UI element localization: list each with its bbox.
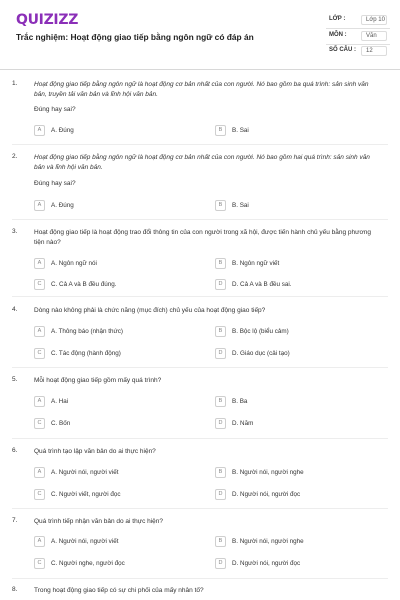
meta-divider <box>326 28 390 29</box>
option-a[interactable] <box>34 395 68 407</box>
question-text: Hoạt động giao tiếp bằng ngôn ngữ là hoạt động cơ bản nhất của con người. Nó bao gồm hai quá trình: sản sinh văn bản và lĩnh hội văn bản. <box>34 154 370 171</box>
option-text: D. Giáo dục (cải tạo) <box>232 349 290 357</box>
option-text: C. Cả A và B đều đúng. <box>51 280 117 288</box>
option-d[interactable] <box>215 488 300 500</box>
question-count-value: 12 <box>361 46 387 56</box>
option-d[interactable] <box>215 557 300 569</box>
option-text: B. Bộc lộ (biểu cảm) <box>232 327 289 335</box>
worksheet-header <box>0 0 400 70</box>
option-text: A. Người nói, người viết <box>51 537 119 545</box>
quizizz-logo: QUIZIZZ <box>16 12 79 28</box>
option-letter-box: A <box>34 467 45 478</box>
option-letter-box: C <box>34 348 45 359</box>
option-text: D. Người nói, người đọc <box>232 559 301 567</box>
option-a[interactable] <box>34 257 97 269</box>
option-d[interactable] <box>215 278 292 290</box>
option-d[interactable] <box>215 417 253 429</box>
subject-label: MÔN : <box>329 32 347 38</box>
option-c[interactable] <box>34 347 121 359</box>
option-letter-box: C <box>34 279 45 290</box>
question-divider <box>12 367 388 368</box>
question-number: 4. <box>12 306 18 313</box>
option-text: C. Người nghe, người đọc <box>51 559 125 567</box>
question-text: Hoạt động giao tiếp bằng ngôn ngữ là hoạt động cơ bản nhất của con người. Nó bao gồm ba quá trình: sản sinh văn bản, truyền tải văn bản và lĩnh hội văn bản. <box>34 81 369 98</box>
option-letter-box: D <box>215 558 226 569</box>
question-number: 1. <box>12 80 18 87</box>
option-b[interactable] <box>215 199 249 211</box>
question-number: 3. <box>12 228 18 235</box>
question-number: 6. <box>12 447 18 454</box>
option-b[interactable] <box>215 325 289 337</box>
option-text: C. Người viết, người đọc <box>51 490 121 498</box>
class-label: LỚP : <box>329 16 346 22</box>
option-text: A. Đúng <box>51 126 74 134</box>
question-text: Mỗi hoạt động giao tiếp gồm mấy quá trình? <box>34 377 162 384</box>
option-d[interactable] <box>215 347 290 359</box>
question-prompt: Đúng hay sai? <box>34 106 76 113</box>
option-b[interactable] <box>215 124 249 136</box>
option-letter-box: A <box>34 396 45 407</box>
option-text: A. Hai <box>51 397 69 405</box>
option-text: C. Tác động (hành động) <box>51 349 121 357</box>
question-number: 7. <box>12 517 18 524</box>
option-text: B. Ba <box>232 397 248 405</box>
question-text: Quá trình tiếp nhận văn bản do ai thực hiện? <box>34 518 164 525</box>
question-text: Hoạt động giao tiếp là hoạt động trao đổi thông tin của con người trong xã hội, được tiến hành chủ yếu bằng phương tiện nào? <box>34 229 371 246</box>
option-b[interactable] <box>215 466 304 478</box>
question-count-label: SỐ CÂU : <box>329 47 356 53</box>
option-text: B. Người nói, người nghe <box>232 537 304 545</box>
class-value: Lớp 10 <box>361 15 387 25</box>
option-c[interactable] <box>34 278 116 290</box>
question-text: Dòng nào không phải là chức năng (mục đích) chủ yếu của hoạt động giao tiếp? <box>34 307 266 314</box>
question-divider <box>12 578 388 579</box>
option-text: A. Người nói, người viết <box>51 468 119 476</box>
option-b[interactable] <box>215 257 279 269</box>
option-a[interactable] <box>34 199 74 211</box>
option-letter-box: D <box>215 418 226 429</box>
subject-value: Văn <box>361 31 387 41</box>
option-text: A. Ngôn ngữ nói <box>51 259 97 267</box>
option-text: B. Ngôn ngữ viết <box>232 259 280 267</box>
option-letter-box: D <box>215 348 226 359</box>
option-a[interactable] <box>34 325 123 337</box>
question-divider <box>12 296 388 297</box>
option-c[interactable] <box>34 557 125 569</box>
option-letter-box: B <box>215 396 226 407</box>
option-letter-box: B <box>215 125 226 136</box>
option-a[interactable] <box>34 466 118 478</box>
question-number: 8. <box>12 586 18 593</box>
option-text: D. Người nói, người đọc <box>232 490 301 498</box>
option-letter-box: A <box>34 125 45 136</box>
option-letter-box: D <box>215 489 226 500</box>
option-letter-box: A <box>34 258 45 269</box>
option-letter-box: C <box>34 489 45 500</box>
option-letter-box: B <box>215 200 226 211</box>
option-b[interactable] <box>215 395 247 407</box>
option-text: D. Năm <box>232 419 254 427</box>
option-letter-box: B <box>215 536 226 547</box>
option-text: A. Đúng <box>51 201 74 209</box>
question-divider <box>12 438 388 439</box>
option-text: C. Bốn <box>51 419 71 427</box>
question-text: Quá trình tạo lập văn bản do ai thực hiện? <box>34 448 156 455</box>
option-letter-box: B <box>215 467 226 478</box>
question-number: 2. <box>12 153 18 160</box>
option-b[interactable] <box>215 535 304 547</box>
option-a[interactable] <box>34 535 118 547</box>
option-text: B. Người nói, người nghe <box>232 468 304 476</box>
option-text: A. Thông báo (nhận thức) <box>51 327 124 335</box>
option-text: B. Sai <box>232 201 249 209</box>
option-a[interactable] <box>34 124 74 136</box>
option-letter-box: D <box>215 279 226 290</box>
option-letter-box: C <box>34 418 45 429</box>
option-c[interactable] <box>34 488 121 500</box>
question-text: Trong hoạt động giao tiếp có sự chi phối của mấy nhân tố? <box>34 587 204 594</box>
option-text: B. Sai <box>232 126 249 134</box>
option-letter-box: A <box>34 326 45 337</box>
question-prompt: Đúng hay sai? <box>34 180 76 187</box>
option-letter-box: B <box>215 258 226 269</box>
option-letter-box: A <box>34 200 45 211</box>
page-title: Trắc nghiệm: Hoạt động giao tiếp bằng ngôn ngữ có đáp án <box>16 32 254 42</box>
question-divider <box>12 144 388 145</box>
option-text: D. Cả A và B đều sai. <box>232 280 292 288</box>
option-letter-box: C <box>34 558 45 569</box>
option-c[interactable] <box>34 417 70 429</box>
option-letter-box: B <box>215 326 226 337</box>
option-letter-box: A <box>34 536 45 547</box>
question-divider <box>12 508 388 509</box>
question-number: 5. <box>12 376 18 383</box>
question-divider <box>12 219 388 220</box>
meta-divider <box>326 44 390 45</box>
